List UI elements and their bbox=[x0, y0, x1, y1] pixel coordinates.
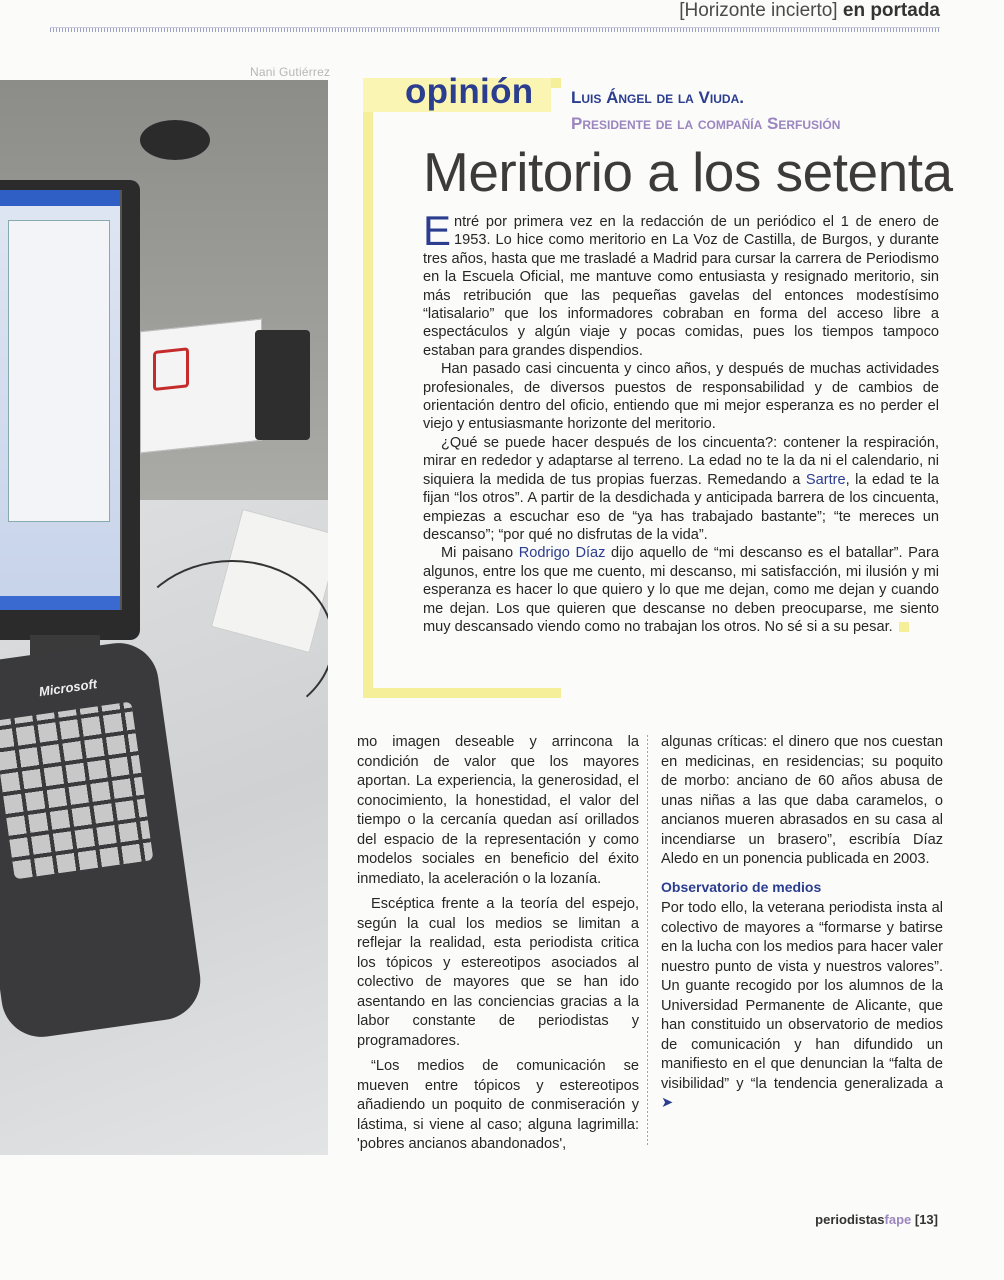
opinion-title: Meritorio a los setenta bbox=[423, 141, 953, 203]
section-label: [Horizonte incierto] bbox=[679, 0, 838, 21]
photo-monitor bbox=[0, 180, 140, 640]
opinion-text: ¿Qué se puede hacer después de los cincuenta?: contener la respiración, mirar en rededor y adaptarse al terreno. La edad no te la da ni el calendario, ni siquiera la medida de tus propias fuerzas. Remedando a bbox=[423, 434, 939, 488]
header-rule bbox=[50, 27, 940, 32]
article-paragraph: algunas críticas: el dinero que nos cuestan en medicinas, en residencias; su poquito de morbo: anciano de 60 años abusa de unas niñas a las que daba caramelos, o ancianos mueren abrasados en su casa al incendiarse un brasero”, escribía Díaz Aledo en un ponencia publicada en 2003. bbox=[661, 734, 943, 867]
footer-brand: periodistas bbox=[815, 1212, 885, 1227]
photo-calendar bbox=[140, 319, 262, 454]
screen-window bbox=[8, 220, 110, 522]
page-number: [13] bbox=[914, 1212, 938, 1227]
photo-radio bbox=[255, 330, 310, 440]
page-footer bbox=[815, 1212, 938, 1227]
running-header bbox=[679, 0, 940, 26]
continue-arrow-icon: ➤ bbox=[661, 1095, 674, 1111]
article-paragraph: mo imagen deseable y arrincona la condición de valor que los mayores aportan. La experiencia, la generosidad, el conocimiento, la honestidad, el valor del tiempo o la cercanía quedan así orillados del espacio de la representación y como modelos sociales en beneficio del éxito inmediato, la aceleración o la lozanía. bbox=[357, 734, 639, 887]
article-paragraph bbox=[661, 899, 943, 1114]
opinion-paragraph bbox=[423, 207, 939, 360]
opinion-paragraph bbox=[423, 360, 939, 434]
opinion-paragraph bbox=[423, 544, 939, 636]
opinion-text: Han pasado casi cincuenta y cinco años, y después de muchas actividades profesionales, de diversos puestos de responsabilidad y de cambios de orientación dentro del oficio, entiendo que mi mejor esperanza es no perder el viejo y entusiasmante horizonte del meritorio. bbox=[423, 361, 939, 433]
photo-cup bbox=[140, 120, 210, 160]
opinion-text: dijo aquello de “mi descanso es el batallar”. Para algunos, entre los que me cuento, mi descanso, mi satisfacción, mi ilusión y mi esperanza es hacer lo que quiero y lo que me dejan, como me dejan y cuando me dejan. Los que quieren que descanse no deben preocuparse, me siento muy descansado viendo como no trabajan los otros. No sé si a su pesar. bbox=[423, 545, 939, 635]
keyboard-brand: Microsoft bbox=[37, 676, 98, 700]
opinion-author-role: Presidente de la compañía Serfusión bbox=[571, 114, 841, 133]
article-text: Por todo ello, la veterana periodista insta al colectivo de mayores a “formarse y batirse en la lucha con los medios para hacer valer nuestro punto de vista y nuestros valores”. Un guante recogido por los alumnos de la Universidad Permanente de Alicante, que han constituido un observatorio de medios de comunicación y han difundido un manifiesto en el que denuncian la “falta de visibilidad” y “la tendencia generalizada a bbox=[661, 900, 943, 1092]
person-name: Rodrigo Díaz bbox=[518, 545, 606, 562]
end-mark bbox=[899, 622, 909, 632]
opinion-body bbox=[423, 207, 939, 636]
opinion-text: Mi paisano bbox=[441, 545, 519, 562]
footer-brand-accent: fape bbox=[884, 1212, 912, 1227]
opinion-text: ntré por primera vez en la redacción de un periódico el 1 de enero de 1953. Lo hice como meritorio en La Voz de Castilla, de Burgos, y durante tres años, hasta que me trasladé a Madrid para cursar la carrera de Periodismo en la Escuela Oficial, me mantuve como entusiasta y resignado meritorio, sin más retribución que las pequeñas gavelas del entonces modestísimo “latisalario” que los informadores cobraban en forma del acceso libre a espectáculos y algún viaje y pocas comidas, pues los tiempos tampoco estaban para grandes dispendios. bbox=[423, 214, 939, 359]
article-paragraph: “Los medios de comunicación se mueven entre tópicos y estereotipos añadiendo un poquito de conmiseración y lástima, si viene al caso; alguna lagrimilla: 'pobres ancianos abandonados', bbox=[357, 1058, 639, 1152]
opinion-text: , la edad te la fijan “los otros”. A partir de la desdichada y anticipada barrera de los cincuenta, empiezas a escuchar eso de “ya has trabajado bastante”; “te mereces un descanso”; “por qué no disfrutas de la vida”. bbox=[423, 471, 939, 543]
opinion-paragraph bbox=[423, 434, 939, 544]
article-column-2 bbox=[661, 733, 943, 1120]
drop-cap: E bbox=[423, 207, 452, 254]
screen-taskbar bbox=[0, 596, 120, 610]
article-column-1 bbox=[357, 733, 639, 1161]
keyboard-keys-rows bbox=[0, 702, 153, 880]
newsroom-photo bbox=[0, 80, 328, 1155]
opinion-label: opinión bbox=[405, 72, 534, 111]
person-name: Sartre bbox=[805, 471, 846, 488]
opinion-author: Luis Ángel de la Viuda. bbox=[571, 88, 744, 107]
column-divider bbox=[647, 735, 648, 1145]
section-tag: en portada bbox=[842, 0, 940, 21]
article-paragraph: Escéptica frente a la teoría del espejo, según la cual los medios se limitan a reflejar la realidad, esta periodista critica los tópicos y estereotipos asociados al colectivo de mayores que se han ido asentando en las conciencias gracias a la labor constante de periodistas y programadores. bbox=[357, 896, 639, 1049]
photo-credit: Nani Gutiérrez bbox=[250, 65, 331, 79]
photo-screen bbox=[0, 190, 122, 610]
calendar-logo bbox=[153, 347, 189, 391]
subheading: Observatorio de medios bbox=[661, 878, 822, 895]
screen-titlebar bbox=[0, 190, 120, 206]
